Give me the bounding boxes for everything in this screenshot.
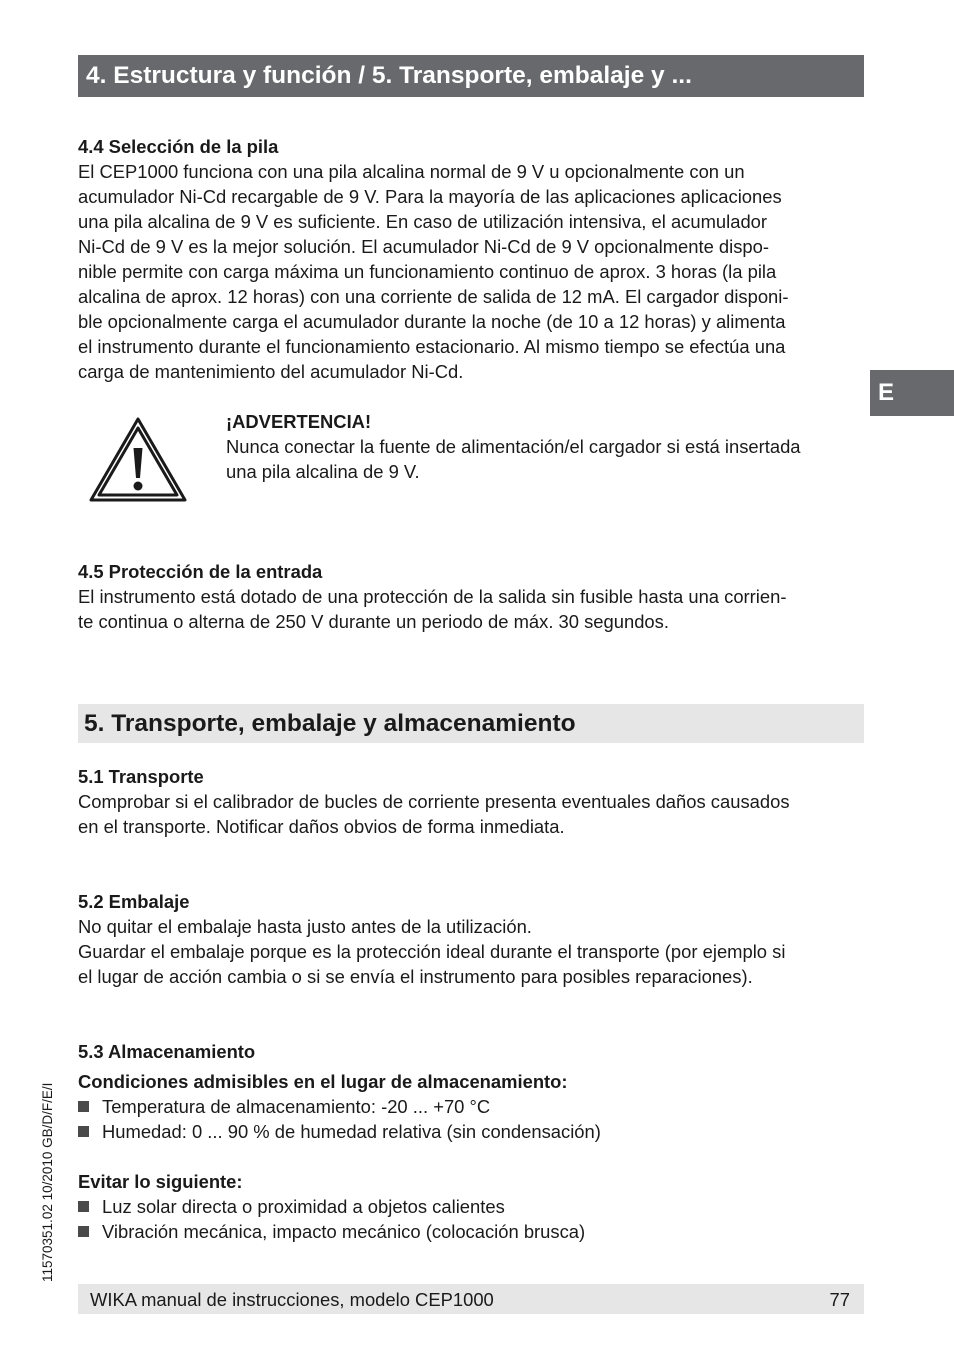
list-item	[78, 1119, 601, 1144]
conditions-title: Condiciones admisibles en el lugar de almacenamiento:	[78, 1071, 568, 1092]
list-item	[78, 1219, 585, 1244]
list-item-text: Luz solar directa o proximidad a objetos calientes	[102, 1196, 505, 1217]
paragraph-line: No quitar el embalaje hasta justo antes de la utilización.	[78, 916, 532, 937]
paragraph-line: alcalina de aprox. 12 horas) con una corriente de salida de 12 mA. El cargador disponi-	[78, 286, 789, 307]
section-4-5-body	[78, 584, 868, 634]
paragraph-line: el instrumento durante el funcionamiento estacionario. Al mismo tiempo se efectúa una	[78, 336, 786, 357]
section-4-4-body	[78, 159, 868, 384]
paragraph-line: Guardar el embalaje porque es la protección ideal durante el transporte (por ejemplo si	[78, 941, 786, 962]
bullet-square-icon	[78, 1101, 89, 1112]
section-5-2-heading: 5.2 Embalaje	[78, 891, 190, 912]
paragraph-line: carga de mantenimiento del acumulador Ni-Cd.	[78, 361, 464, 382]
language-tab-label: E	[878, 379, 895, 406]
avoid-title: Evitar lo siguiente:	[78, 1171, 243, 1192]
paragraph-line: el lugar de acción cambia o si se envía el instrumento para posibles reparaciones).	[78, 966, 753, 987]
warning-title: ¡ADVERTENCIA!	[226, 411, 372, 432]
list-item-text: Humedad: 0 ... 90 % de humedad relativa (sin condensación)	[102, 1121, 601, 1142]
paragraph-line: en el transporte. Notificar daños obvios de forma inmediata.	[78, 816, 565, 837]
section-4-4-heading: 4.4 Selección de la pila	[78, 136, 279, 157]
section-5-3-heading: 5.3 Almacenamiento	[78, 1041, 256, 1062]
warning-line: una pila alcalina de 9 V.	[226, 461, 420, 482]
section-5-1-body	[78, 789, 868, 839]
section-5-title: 5. Transporte, embalaje y almacenamiento	[84, 710, 576, 737]
section-5-2-body	[78, 914, 868, 989]
footer-title: WIKA manual de instrucciones, modelo CEP1000	[90, 1289, 494, 1310]
paragraph-line: Ni-Cd de 9 V es la mejor solución. El acumulador Ni-Cd de 9 V opcionalmente dispo-	[78, 236, 770, 257]
list-item-text: Vibración mecánica, impacto mecánico (colocación brusca)	[102, 1221, 586, 1242]
language-tab	[870, 370, 954, 416]
document-code: 11570351.02 10/2010 GB/D/F/E/I	[40, 1082, 55, 1282]
paragraph-line: nible permite con carga máxima un funcionamiento continuo de aprox. 3 horas (la pila	[78, 261, 777, 282]
warning-text	[226, 434, 801, 484]
paragraph-line: te continua o alterna de 250 V durante un periodo de máx. 30 segundos.	[78, 611, 669, 632]
paragraph-line: El instrumento está dotado de una protección de la salida sin fusible hasta una corrien-	[78, 586, 787, 607]
section-4-5-heading: 4.5 Protección de la entrada	[78, 561, 323, 582]
page-number: 77	[829, 1289, 850, 1310]
paragraph-line: acumulador Ni-Cd recargable de 9 V. Para la mayoría de las aplicaciones aplicaciones	[78, 186, 782, 207]
section-5-header	[78, 704, 864, 743]
bullet-square-icon	[78, 1126, 89, 1137]
paragraph-line: Comprobar si el calibrador de bucles de corriente presenta eventuales daños causados	[78, 791, 790, 812]
list-item-text: Temperatura de almacenamiento: -20 ... +70 °C	[102, 1096, 491, 1117]
list-item	[78, 1194, 585, 1219]
paragraph-line: una pila alcalina de 9 V es suficiente. En caso de utilización intensiva, el acumulador	[78, 211, 768, 232]
bullet-square-icon	[78, 1201, 89, 1212]
page-footer	[78, 1284, 864, 1314]
chapter-title: 4. Estructura y función / 5. Transporte, embalaje y ...	[86, 62, 692, 89]
conditions-list	[78, 1094, 601, 1144]
chapter-header	[78, 55, 864, 97]
warning-line: Nunca conectar la fuente de alimentación/el cargador si está insertada	[226, 436, 801, 457]
avoid-list	[78, 1194, 585, 1244]
paragraph-line: El CEP1000 funciona con una pila alcalina normal de 9 V u opcionalmente con un	[78, 161, 745, 182]
bullet-square-icon	[78, 1226, 89, 1237]
warning-triangle-icon	[88, 416, 188, 504]
paragraph-line: ble opcionalmente carga el acumulador durante la noche (de 10 a 12 horas) y alimenta	[78, 311, 786, 332]
section-5-1-heading: 5.1 Transporte	[78, 766, 204, 787]
list-item	[78, 1094, 601, 1119]
